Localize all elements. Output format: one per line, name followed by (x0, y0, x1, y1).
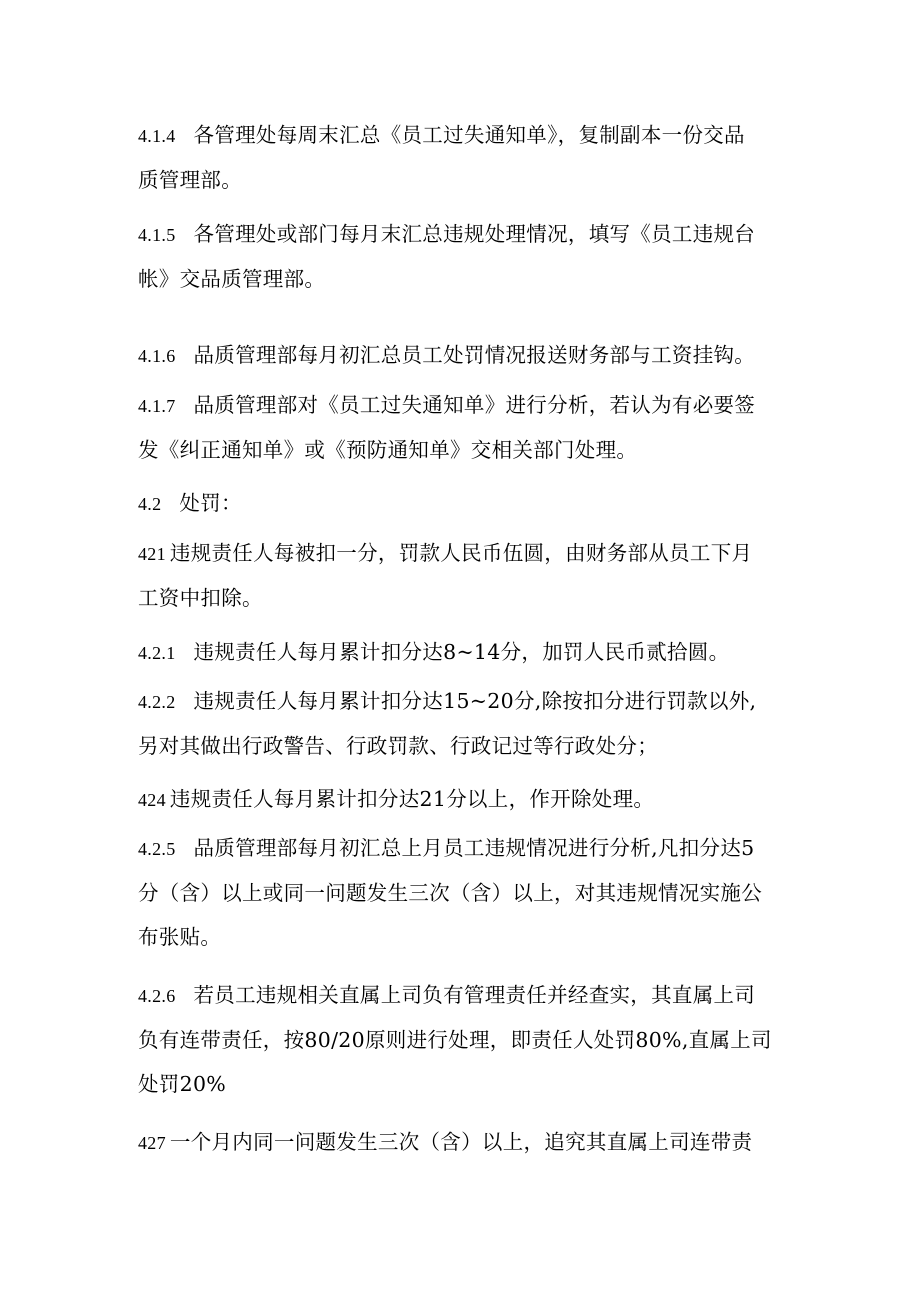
clause-number: 4.2.6 (138, 986, 176, 1006)
clause-number: 424 (138, 790, 166, 810)
clause-text-line: 一个月内同一问题发生三次（含）以上，追究其直属上司连带责 (169, 1130, 753, 1154)
clause-4-1-5 (138, 212, 788, 301)
clause-text-line: 违规责任人每月累计扣分达15~20分,除按扣分进行罚款以外, (193, 689, 757, 713)
clause-4-2 (138, 481, 788, 526)
clause-text-line: 另对其做出行政警告、行政罚款、行政记过等行政处分； (138, 734, 658, 758)
clause-text-line: 质管理部。 (138, 168, 242, 192)
clause-427 (138, 1120, 788, 1165)
clause-number: 4.1.5 (138, 225, 176, 245)
clause-4-1-7 (138, 383, 788, 472)
clause-text-line: 品质管理部对《员工过失通知单》进行分析，若认为有必要签 (193, 393, 756, 417)
clause-text-line: 品质管理部每月初汇总上月员工违规情况进行分析,凡扣分达5 (193, 836, 755, 860)
clause-424 (138, 777, 788, 822)
clause-4-1-6 (138, 333, 788, 378)
clause-text-line: 发《纠正通知单》或《预防通知单》交相关部门处理。 (138, 438, 638, 462)
clause-text-line: 各管理处或部门每月末汇总违规处理情况，填写《员工违规台 (193, 222, 756, 246)
clause-4-2-6 (138, 973, 788, 1106)
clause-text-line: 工资中扣除。 (138, 586, 263, 610)
clause-421 (138, 531, 788, 620)
clause-4-2-2 (138, 679, 788, 768)
clause-number: 4.1.7 (138, 396, 176, 416)
clause-number: 427 (138, 1133, 166, 1153)
clause-text-line: 违规责任人每月累计扣分达8~14分，加罚人民币贰拾圆。 (193, 640, 730, 664)
clause-number: 4.1.6 (138, 346, 176, 366)
clause-text-line: 负有连带责任，按80/20原则进行处理，即责任人处罚80%,直属上司 (138, 1028, 772, 1052)
clause-number: 4.2.5 (138, 839, 176, 859)
clause-text-line: 品质管理部每月初汇总员工处罚情况报送财务部与工资挂钩。 (193, 343, 756, 367)
clause-number: 4.2.2 (138, 692, 176, 712)
clause-text-line: 若员工违规相关直属上司负有管理责任并经查实，其直属上司 (193, 983, 756, 1007)
clause-text-line: 帐》交品质管理部。 (138, 267, 326, 291)
clause-text-line: 处罚20% (138, 1072, 227, 1096)
clause-text-line: 违规责任人每被扣一分，罚款人民币伍圆，由财务部从员工下月 (169, 541, 753, 565)
clause-text-line: 各管理处每周末汇总《员工过失通知单》，复制副本一份交品 (193, 123, 745, 147)
clause-number: 4.2 (138, 494, 162, 514)
clause-text-line: 布张贴。 (138, 925, 222, 949)
clause-text-line: 处罚： (179, 491, 242, 515)
clause-number: 421 (138, 544, 166, 564)
clause-4-1-4 (138, 113, 788, 202)
clause-number: 4.2.1 (138, 643, 176, 663)
clause-4-2-1 (138, 630, 788, 675)
clause-4-2-5 (138, 826, 788, 959)
clause-number: 4.1.4 (138, 126, 176, 146)
clause-text-line: 违规责任人每月累计扣分达21分以上，作开除处理。 (169, 787, 655, 811)
clause-text-line: 分（含）以上或同一问题发生三次（含）以上，对其违规情况实施公 (138, 881, 762, 905)
